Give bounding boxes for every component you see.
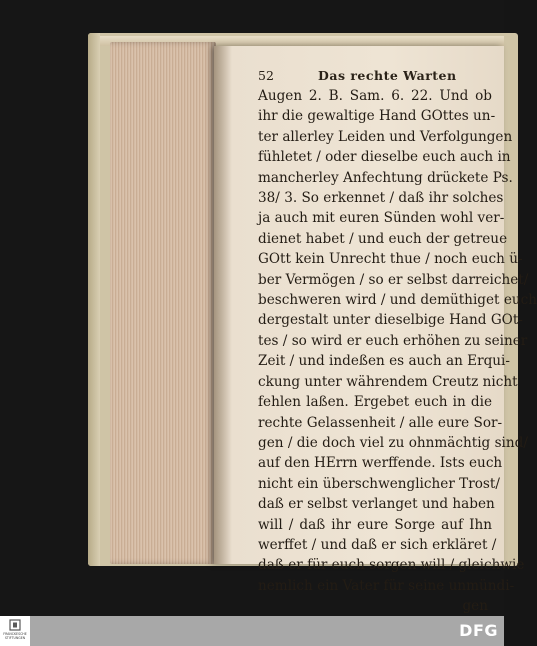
body-text: [258, 86, 537, 617]
text-line: werffet / und daß er sich erkläret /: [258, 536, 497, 553]
text-line: GOtt kein Unrecht thue / noch euch ü-: [258, 251, 523, 268]
text-line: rechte Gelassenheit / alle eure Sor-: [258, 414, 503, 431]
text-line: Zeit / und indeßen es auch an Erqui-: [258, 353, 510, 370]
gutter-shadow: [214, 46, 232, 564]
text-line: ihr die gewaltige Hand GOttes un-: [258, 108, 496, 125]
text-line: dergestalt unter dieselbige Hand GOt-: [258, 312, 523, 329]
text-line: mancherley Anfechtung drückete Ps.: [258, 169, 513, 186]
dfg-logo[interactable]: DFG: [459, 621, 498, 640]
text-line: tes / so wird er euch erhöhen zu seiner: [258, 332, 528, 349]
text-line: auf den HErrn werffende. Ists euch: [258, 455, 503, 472]
text-line: ckung unter währendem Creutz nicht: [258, 373, 518, 390]
text-line: fehlen laßen. Ergebet euch in die: [258, 394, 492, 411]
text-line: nemlich ein Vater für seine unmündi-: [258, 577, 515, 594]
page-stack-fore-edge: [110, 42, 216, 564]
text-line: ber Vermögen / so er selbst darreichet/: [258, 271, 529, 288]
text-line: daß er für euch sorgen will / gleichwie: [258, 557, 525, 574]
franckesche-stiftungen-logo[interactable]: [0, 616, 30, 646]
text-line: fühletet / oder dieselbe euch auch in: [258, 149, 511, 166]
text-line: nicht ein überschwenglicher Trost/: [258, 475, 500, 492]
text-line: Augen 2. B. Sam. 6. 22. Und ob: [258, 88, 492, 104]
text-line: 38/ 3. So erkennet / daß ihr solches: [258, 190, 504, 207]
text-line: ter allerley Leiden und Verfolgungen: [258, 128, 513, 145]
text-line: will / daß ihr eure Sorge auf Ihn: [258, 516, 492, 533]
logo-text: FRANCKESCHE STIFTUNGEN: [3, 632, 27, 640]
text-line: daß er selbst verlanget und haben: [258, 496, 495, 513]
text-line: gen / die doch viel zu ohnmächtig sind/: [258, 434, 528, 451]
footer-bar: [0, 616, 504, 646]
book-spine-edge: [88, 33, 100, 566]
catchword: gen: [462, 598, 488, 615]
text-line: beschweren wird / und demüthiget euch: [258, 292, 537, 309]
text-line: dienet habet / und euch der getreue: [258, 230, 508, 247]
page-number: 52: [258, 68, 274, 83]
text-line: ja auch mit euren Sünden wohl ver-: [258, 210, 505, 227]
running-title: Das rechte Warten: [318, 68, 457, 83]
franckesche-stiftungen-logo-icon: [9, 619, 21, 631]
printed-page: [214, 46, 537, 615]
